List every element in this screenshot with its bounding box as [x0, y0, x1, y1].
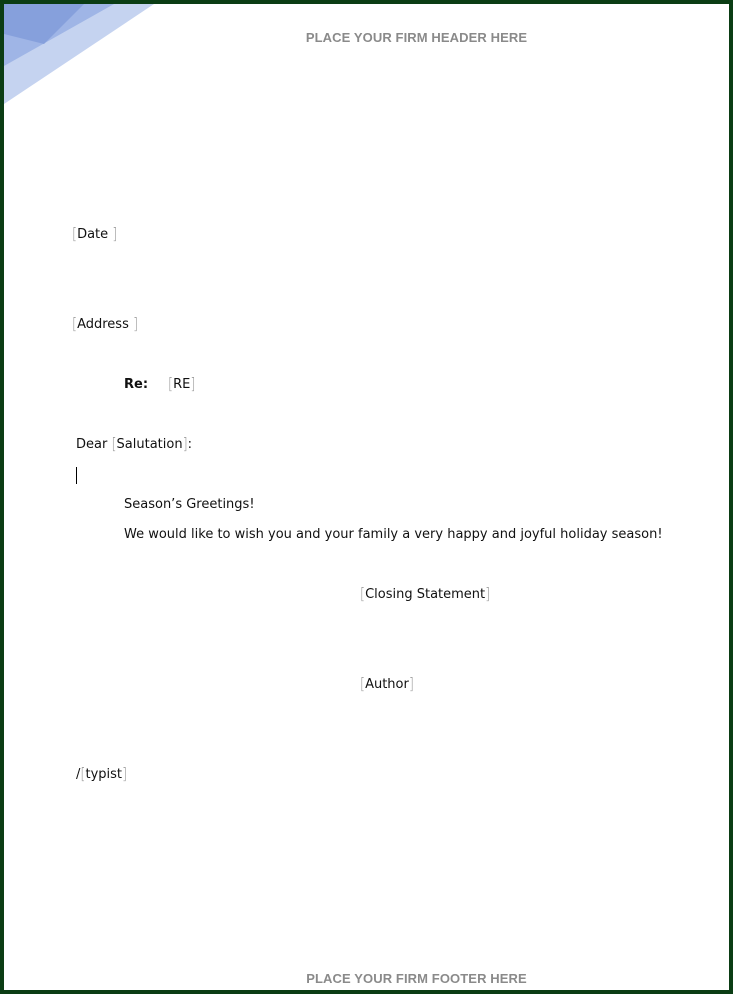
date-field[interactable] — [72, 227, 117, 243]
salutation-placeholder: Salutation — [116, 437, 183, 452]
bracket-open: [ — [72, 225, 78, 244]
bracket-open: [ — [111, 435, 117, 454]
address-field[interactable] — [72, 317, 138, 333]
closing-field[interactable] — [360, 587, 490, 603]
bracket-open: [ — [72, 315, 78, 334]
salutation-field[interactable] — [111, 437, 187, 452]
body-paragraph: We would like to wish you and your family a very happy and joyful holiday season! — [124, 527, 663, 542]
text-cursor — [76, 467, 77, 484]
address-placeholder: Address — [77, 317, 133, 332]
bracket-open: [ — [360, 585, 366, 604]
re-placeholder: RE — [173, 377, 191, 392]
re-field[interactable] — [168, 377, 195, 393]
closing-placeholder: Closing Statement — [365, 587, 486, 602]
typist-placeholder: typist — [85, 767, 122, 782]
bracket-open: [ — [360, 675, 366, 694]
typist-field[interactable] — [80, 767, 127, 782]
salutation-line — [76, 437, 192, 453]
greeting-text: Season’s Greetings! — [124, 497, 255, 512]
bracket-close: ] — [112, 225, 118, 244]
firm-header[interactable]: PLACE YOUR FIRM HEADER HERE — [305, 30, 528, 45]
bracket-close: ] — [132, 315, 139, 334]
date-placeholder: Date — [77, 227, 113, 242]
bracket-close: ] — [485, 585, 491, 604]
typist-line — [76, 767, 127, 783]
salutation-colon: : — [187, 437, 193, 452]
author-field[interactable] — [360, 677, 414, 693]
bracket-close: ] — [190, 375, 196, 394]
re-label: Re: — [124, 377, 149, 392]
bracket-open: [ — [80, 765, 86, 784]
corner-decoration — [4, 4, 164, 114]
bracket-close: ] — [122, 765, 128, 784]
typist-slash: / — [76, 767, 81, 782]
bracket-close: ] — [408, 675, 414, 694]
author-placeholder: Author — [365, 677, 409, 692]
bracket-close: ] — [182, 435, 188, 454]
bracket-open: [ — [168, 375, 174, 394]
dear-text: Dear — [76, 437, 112, 452]
firm-footer[interactable]: PLACE YOUR FIRM FOOTER HERE — [306, 971, 527, 986]
